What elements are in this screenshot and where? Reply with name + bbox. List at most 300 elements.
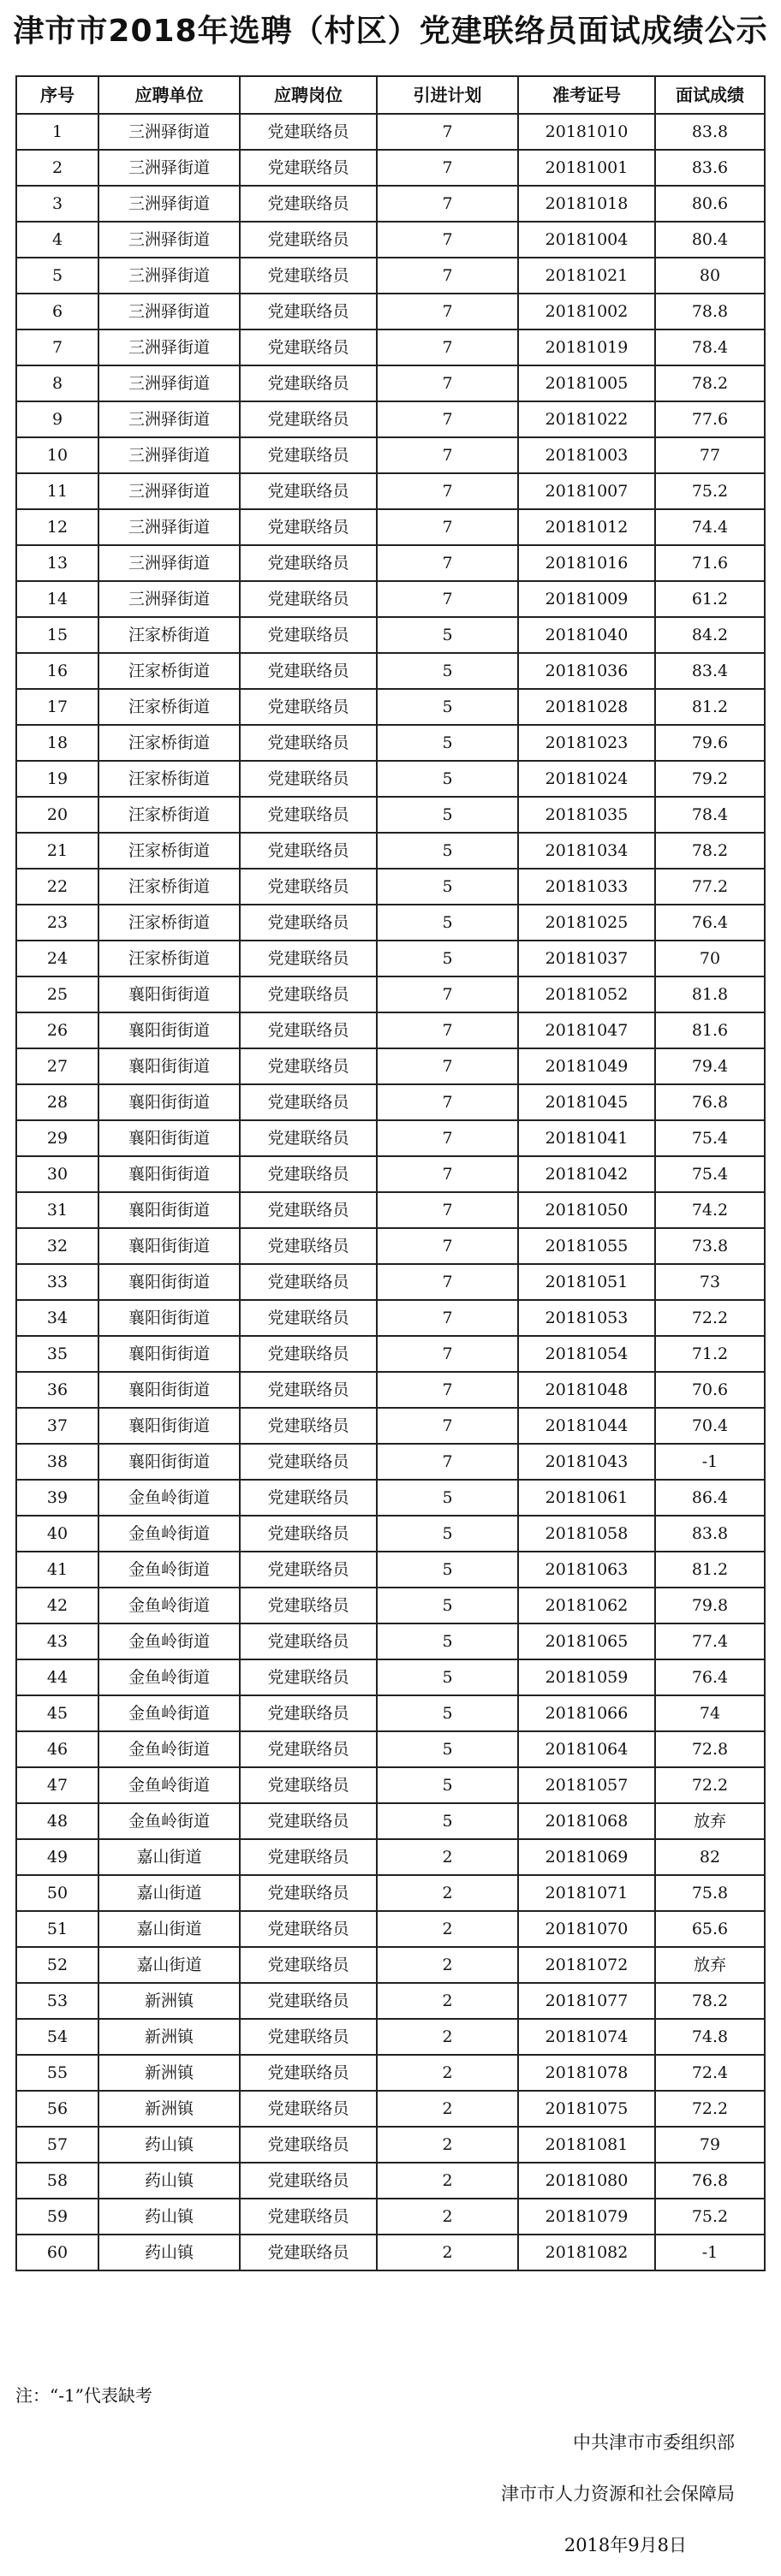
table-row <box>16 150 765 186</box>
cell-score: 73.8 <box>655 1228 765 1264</box>
cell-plan: 2 <box>377 2163 518 2199</box>
cell-score: 78.2 <box>655 1983 765 2019</box>
table-row <box>16 1192 765 1228</box>
cell-score: 77.2 <box>655 869 765 905</box>
cell-position: 党建联络员 <box>240 1875 377 1911</box>
cell-exam-number: 20181045 <box>518 1084 655 1120</box>
cell-plan: 7 <box>377 258 518 294</box>
table-row <box>16 2199 765 2235</box>
cell-unit: 嘉山街道 <box>98 1875 240 1911</box>
cell-score: 77.6 <box>655 401 765 437</box>
cell-unit: 襄阳街街道 <box>98 1192 240 1228</box>
cell-unit: 嘉山街道 <box>98 1839 240 1875</box>
cell-index: 11 <box>16 473 98 509</box>
cell-position: 党建联络员 <box>240 1731 377 1767</box>
cell-unit: 金鱼岭街道 <box>98 1552 240 1588</box>
cell-index: 18 <box>16 725 98 761</box>
cell-plan: 5 <box>377 1588 518 1623</box>
table-row <box>16 1695 765 1731</box>
header-exam-number: 准考证号 <box>518 76 655 114</box>
cell-score: -1 <box>655 2235 765 2270</box>
cell-score: 74.4 <box>655 509 765 545</box>
table-row <box>16 437 765 473</box>
cell-index: 25 <box>16 976 98 1012</box>
cell-unit: 襄阳街街道 <box>98 1228 240 1264</box>
table-row <box>16 1911 765 1947</box>
cell-unit: 新洲镇 <box>98 2091 240 2127</box>
cell-unit: 汪家桥街道 <box>98 797 240 833</box>
cell-exam-number: 20181049 <box>518 1048 655 1084</box>
cell-unit: 三洲驿街道 <box>98 365 240 401</box>
cell-unit: 襄阳街街道 <box>98 1444 240 1480</box>
cell-index: 60 <box>16 2235 98 2270</box>
cell-plan: 5 <box>377 869 518 905</box>
cell-exam-number: 20181033 <box>518 869 655 905</box>
cell-plan: 7 <box>377 329 518 365</box>
cell-index: 19 <box>16 761 98 797</box>
cell-unit: 襄阳街街道 <box>98 1264 240 1300</box>
cell-score: 74 <box>655 1695 765 1731</box>
cell-exam-number: 20181080 <box>518 2163 655 2199</box>
cell-unit: 三洲驿街道 <box>98 473 240 509</box>
cell-position: 党建联络员 <box>240 150 377 186</box>
table-row <box>16 1623 765 1659</box>
cell-score: 放弃 <box>655 1803 765 1839</box>
table-row <box>16 1516 765 1552</box>
cell-unit: 三洲驿街道 <box>98 437 240 473</box>
cell-unit: 金鱼岭街道 <box>98 1659 240 1695</box>
cell-score: 81.2 <box>655 1552 765 1588</box>
cell-index: 24 <box>16 941 98 976</box>
cell-plan: 2 <box>377 2091 518 2127</box>
cell-position: 党建联络员 <box>240 473 377 509</box>
table-row <box>16 365 765 401</box>
cell-index: 35 <box>16 1336 98 1372</box>
cell-position: 党建联络员 <box>240 1803 377 1839</box>
cell-plan: 5 <box>377 653 518 689</box>
header-position: 应聘岗位 <box>240 76 377 114</box>
cell-score: 78.8 <box>655 294 765 329</box>
cell-exam-number: 20181037 <box>518 941 655 976</box>
table-row <box>16 1336 765 1372</box>
cell-exam-number: 20181059 <box>518 1659 655 1695</box>
table-row <box>16 905 765 941</box>
table-row <box>16 689 765 725</box>
cell-unit: 汪家桥街道 <box>98 617 240 653</box>
cell-plan: 7 <box>377 1120 518 1156</box>
cell-index: 41 <box>16 1552 98 1588</box>
cell-score: 61.2 <box>655 581 765 617</box>
cell-exam-number: 20181041 <box>518 1120 655 1156</box>
cell-exam-number: 20181003 <box>518 437 655 473</box>
cell-unit: 金鱼岭街道 <box>98 1731 240 1767</box>
cell-score: 70.4 <box>655 1408 765 1444</box>
cell-index: 47 <box>16 1767 98 1803</box>
cell-score: 71.6 <box>655 545 765 581</box>
signature-org-1: 中共津市市委组织部 <box>573 2432 735 2453</box>
cell-index: 51 <box>16 1911 98 1947</box>
cell-score: 70.6 <box>655 1372 765 1408</box>
table-row <box>16 1084 765 1120</box>
cell-index: 43 <box>16 1623 98 1659</box>
cell-exam-number: 20181058 <box>518 1516 655 1552</box>
cell-index: 9 <box>16 401 98 437</box>
cell-index: 6 <box>16 294 98 329</box>
cell-unit: 襄阳街街道 <box>98 1156 240 1192</box>
cell-plan: 5 <box>377 941 518 976</box>
cell-exam-number: 20181048 <box>518 1372 655 1408</box>
table-header-row <box>16 76 765 114</box>
cell-plan: 5 <box>377 797 518 833</box>
cell-exam-number: 20181019 <box>518 329 655 365</box>
table-row <box>16 1767 765 1803</box>
cell-score: 81.2 <box>655 689 765 725</box>
table-row <box>16 797 765 833</box>
cell-exam-number: 20181051 <box>518 1264 655 1300</box>
cell-plan: 7 <box>377 222 518 258</box>
cell-score: 79 <box>655 2127 765 2163</box>
cell-unit: 三洲驿街道 <box>98 509 240 545</box>
table-row <box>16 222 765 258</box>
cell-position: 党建联络员 <box>240 833 377 869</box>
cell-plan: 2 <box>377 2199 518 2235</box>
cell-exam-number: 20181079 <box>518 2199 655 2235</box>
cell-index: 54 <box>16 2019 98 2055</box>
table-row <box>16 1983 765 2019</box>
table-row <box>16 1228 765 1264</box>
cell-score: 80.4 <box>655 222 765 258</box>
cell-index: 12 <box>16 509 98 545</box>
cell-index: 32 <box>16 1228 98 1264</box>
cell-index: 39 <box>16 1480 98 1516</box>
cell-index: 56 <box>16 2091 98 2127</box>
cell-unit: 药山镇 <box>98 2235 240 2270</box>
cell-score: 70 <box>655 941 765 976</box>
table-row <box>16 1444 765 1480</box>
table-row <box>16 2235 765 2270</box>
cell-plan: 2 <box>377 1911 518 1947</box>
cell-exam-number: 20181082 <box>518 2235 655 2270</box>
cell-score: 86.4 <box>655 1480 765 1516</box>
cell-index: 55 <box>16 2055 98 2091</box>
cell-plan: 7 <box>377 1264 518 1300</box>
cell-plan: 7 <box>377 1048 518 1084</box>
table-row <box>16 2163 765 2199</box>
table-row <box>16 1300 765 1336</box>
table-row <box>16 545 765 581</box>
cell-plan: 5 <box>377 761 518 797</box>
cell-plan: 7 <box>377 437 518 473</box>
cell-position: 党建联络员 <box>240 1516 377 1552</box>
cell-position: 党建联络员 <box>240 1336 377 1372</box>
cell-unit: 新洲镇 <box>98 1983 240 2019</box>
cell-exam-number: 20181047 <box>518 1012 655 1048</box>
cell-score: 76.4 <box>655 1659 765 1695</box>
table-row <box>16 1731 765 1767</box>
cell-index: 3 <box>16 186 98 222</box>
cell-index: 1 <box>16 114 98 150</box>
cell-position: 党建联络员 <box>240 1911 377 1947</box>
cell-position: 党建联络员 <box>240 1264 377 1300</box>
cell-score: 75.2 <box>655 473 765 509</box>
cell-index: 29 <box>16 1120 98 1156</box>
cell-exam-number: 20181034 <box>518 833 655 869</box>
cell-unit: 襄阳街街道 <box>98 1012 240 1048</box>
cell-position: 党建联络员 <box>240 1372 377 1408</box>
cell-score: 73 <box>655 1264 765 1300</box>
cell-score: 78.4 <box>655 797 765 833</box>
cell-unit: 襄阳街街道 <box>98 1408 240 1444</box>
cell-plan: 7 <box>377 1156 518 1192</box>
table-row <box>16 186 765 222</box>
cell-index: 33 <box>16 1264 98 1300</box>
cell-unit: 三洲驿街道 <box>98 294 240 329</box>
cell-unit: 新洲镇 <box>98 2019 240 2055</box>
table-row <box>16 1480 765 1516</box>
cell-exam-number: 20181004 <box>518 222 655 258</box>
cell-plan: 5 <box>377 689 518 725</box>
cell-plan: 5 <box>377 1623 518 1659</box>
cell-unit: 金鱼岭街道 <box>98 1803 240 1839</box>
cell-exam-number: 20181050 <box>518 1192 655 1228</box>
cell-index: 50 <box>16 1875 98 1911</box>
cell-unit: 汪家桥街道 <box>98 833 240 869</box>
cell-position: 党建联络员 <box>240 653 377 689</box>
cell-position: 党建联络员 <box>240 1659 377 1695</box>
cell-exam-number: 20181081 <box>518 2127 655 2163</box>
cell-exam-number: 20181065 <box>518 1623 655 1659</box>
cell-position: 党建联络员 <box>240 1444 377 1480</box>
cell-unit: 襄阳街街道 <box>98 976 240 1012</box>
cell-index: 36 <box>16 1372 98 1408</box>
cell-exam-number: 20181069 <box>518 1839 655 1875</box>
cell-exam-number: 20181024 <box>518 761 655 797</box>
cell-unit: 三洲驿街道 <box>98 222 240 258</box>
cell-score: 79.6 <box>655 725 765 761</box>
cell-position: 党建联络员 <box>240 1192 377 1228</box>
cell-position: 党建联络员 <box>240 2019 377 2055</box>
cell-plan: 2 <box>377 1875 518 1911</box>
header-plan: 引进计划 <box>377 76 518 114</box>
cell-position: 党建联络员 <box>240 1156 377 1192</box>
cell-index: 13 <box>16 545 98 581</box>
table-row <box>16 1839 765 1875</box>
cell-position: 党建联络员 <box>240 222 377 258</box>
cell-score: 放弃 <box>655 1947 765 1983</box>
cell-index: 53 <box>16 1983 98 2019</box>
cell-index: 16 <box>16 653 98 689</box>
cell-score: 78.2 <box>655 365 765 401</box>
cell-position: 党建联络员 <box>240 2091 377 2127</box>
cell-score: 77 <box>655 437 765 473</box>
cell-unit: 新洲镇 <box>98 2055 240 2091</box>
cell-position: 党建联络员 <box>240 1408 377 1444</box>
cell-unit: 三洲驿街道 <box>98 581 240 617</box>
cell-exam-number: 20181055 <box>518 1228 655 1264</box>
table-row <box>16 401 765 437</box>
cell-position: 党建联络员 <box>240 365 377 401</box>
cell-exam-number: 20181064 <box>518 1731 655 1767</box>
cell-exam-number: 20181043 <box>518 1444 655 1480</box>
cell-plan: 2 <box>377 2055 518 2091</box>
cell-unit: 汪家桥街道 <box>98 689 240 725</box>
cell-position: 党建联络员 <box>240 617 377 653</box>
cell-score: 80 <box>655 258 765 294</box>
cell-index: 17 <box>16 689 98 725</box>
table-row <box>16 329 765 365</box>
cell-position: 党建联络员 <box>240 2127 377 2163</box>
table-row <box>16 869 765 905</box>
table-body <box>16 114 765 2270</box>
cell-index: 31 <box>16 1192 98 1228</box>
cell-score: 78.4 <box>655 329 765 365</box>
cell-plan: 7 <box>377 1300 518 1336</box>
cell-plan: 5 <box>377 1767 518 1803</box>
cell-exam-number: 20181028 <box>518 689 655 725</box>
table-row <box>16 1803 765 1839</box>
cell-exam-number: 20181036 <box>518 653 655 689</box>
cell-position: 党建联络员 <box>240 2163 377 2199</box>
cell-position: 党建联络员 <box>240 725 377 761</box>
cell-plan: 7 <box>377 1192 518 1228</box>
cell-position: 党建联络员 <box>240 581 377 617</box>
cell-position: 党建联络员 <box>240 401 377 437</box>
cell-score: 79.4 <box>655 1048 765 1084</box>
cell-plan: 5 <box>377 1695 518 1731</box>
cell-unit: 金鱼岭街道 <box>98 1588 240 1623</box>
cell-position: 党建联络员 <box>240 1300 377 1336</box>
cell-position: 党建联络员 <box>240 941 377 976</box>
cell-plan: 7 <box>377 1228 518 1264</box>
cell-score: 75.8 <box>655 1875 765 1911</box>
cell-plan: 7 <box>377 1372 518 1408</box>
cell-position: 党建联络员 <box>240 294 377 329</box>
cell-score: 79.8 <box>655 1588 765 1623</box>
cell-exam-number: 20181061 <box>518 1480 655 1516</box>
cell-plan: 5 <box>377 1803 518 1839</box>
table-row <box>16 1552 765 1588</box>
cell-position: 党建联络员 <box>240 1983 377 2019</box>
cell-exam-number: 20181070 <box>518 1911 655 1947</box>
cell-score: 72.2 <box>655 1767 765 1803</box>
table-row <box>16 581 765 617</box>
cell-unit: 三洲驿街道 <box>98 258 240 294</box>
cell-score: 72.2 <box>655 2091 765 2127</box>
cell-position: 党建联络员 <box>240 258 377 294</box>
table-row <box>16 2055 765 2091</box>
cell-score: 72.8 <box>655 1731 765 1767</box>
table-row <box>16 761 765 797</box>
cell-unit: 金鱼岭街道 <box>98 1767 240 1803</box>
table-row <box>16 653 765 689</box>
cell-score: 83.4 <box>655 653 765 689</box>
cell-position: 党建联络员 <box>240 797 377 833</box>
cell-exam-number: 20181035 <box>518 797 655 833</box>
cell-position: 党建联络员 <box>240 1120 377 1156</box>
table-row <box>16 1372 765 1408</box>
cell-plan: 5 <box>377 1731 518 1767</box>
cell-position: 党建联络员 <box>240 1084 377 1120</box>
cell-score: 72.2 <box>655 1300 765 1336</box>
cell-plan: 7 <box>377 1408 518 1444</box>
cell-index: 10 <box>16 437 98 473</box>
table-row <box>16 1156 765 1192</box>
cell-plan: 7 <box>377 509 518 545</box>
table-row <box>16 1947 765 1983</box>
cell-exam-number: 20181077 <box>518 1983 655 2019</box>
cell-score: 82 <box>655 1839 765 1875</box>
cell-score: 80.6 <box>655 186 765 222</box>
page-title: 津市市2018年选聘（村区）党建联络员面试成绩公示 <box>13 14 768 49</box>
cell-exam-number: 20181068 <box>518 1803 655 1839</box>
table-row <box>16 833 765 869</box>
cell-position: 党建联络员 <box>240 905 377 941</box>
cell-unit: 汪家桥街道 <box>98 653 240 689</box>
cell-plan: 7 <box>377 976 518 1012</box>
cell-plan: 2 <box>377 2127 518 2163</box>
cell-exam-number: 20181016 <box>518 545 655 581</box>
table-row <box>16 2091 765 2127</box>
cell-unit: 金鱼岭街道 <box>98 1623 240 1659</box>
cell-score: 83.8 <box>655 114 765 150</box>
cell-index: 7 <box>16 329 98 365</box>
cell-exam-number: 20181044 <box>518 1408 655 1444</box>
cell-plan: 7 <box>377 1444 518 1480</box>
cell-score: 76.4 <box>655 905 765 941</box>
cell-position: 党建联络员 <box>240 437 377 473</box>
cell-exam-number: 20181078 <box>518 2055 655 2091</box>
cell-position: 党建联络员 <box>240 1695 377 1731</box>
cell-index: 20 <box>16 797 98 833</box>
table-row <box>16 1012 765 1048</box>
cell-exam-number: 20181075 <box>518 2091 655 2127</box>
cell-plan: 2 <box>377 1983 518 2019</box>
cell-plan: 7 <box>377 150 518 186</box>
cell-exam-number: 20181042 <box>518 1156 655 1192</box>
cell-plan: 7 <box>377 545 518 581</box>
cell-plan: 2 <box>377 2235 518 2270</box>
cell-exam-number: 20181025 <box>518 905 655 941</box>
cell-index: 40 <box>16 1516 98 1552</box>
cell-exam-number: 20181022 <box>518 401 655 437</box>
cell-position: 党建联络员 <box>240 186 377 222</box>
cell-position: 党建联络员 <box>240 1012 377 1048</box>
cell-exam-number: 20181071 <box>518 1875 655 1911</box>
cell-score: 76.8 <box>655 1084 765 1120</box>
cell-plan: 2 <box>377 1839 518 1875</box>
cell-exam-number: 20181018 <box>518 186 655 222</box>
cell-position: 党建联络员 <box>240 1228 377 1264</box>
signature-org-2: 津市市人力资源和社会保障局 <box>501 2484 735 2504</box>
cell-exam-number: 20181001 <box>518 150 655 186</box>
score-table <box>15 75 766 2271</box>
cell-score: 71.2 <box>655 1336 765 1372</box>
cell-plan: 7 <box>377 401 518 437</box>
table-row <box>16 1659 765 1695</box>
cell-score: 74.2 <box>655 1192 765 1228</box>
cell-score: 65.6 <box>655 1911 765 1947</box>
cell-index: 44 <box>16 1659 98 1695</box>
cell-plan: 5 <box>377 905 518 941</box>
cell-plan: 2 <box>377 2019 518 2055</box>
cell-score: 77.4 <box>655 1623 765 1659</box>
cell-plan: 7 <box>377 581 518 617</box>
cell-position: 党建联络员 <box>240 114 377 150</box>
cell-unit: 三洲驿街道 <box>98 329 240 365</box>
cell-position: 党建联络员 <box>240 329 377 365</box>
cell-exam-number: 20181002 <box>518 294 655 329</box>
cell-score: 79.2 <box>655 761 765 797</box>
